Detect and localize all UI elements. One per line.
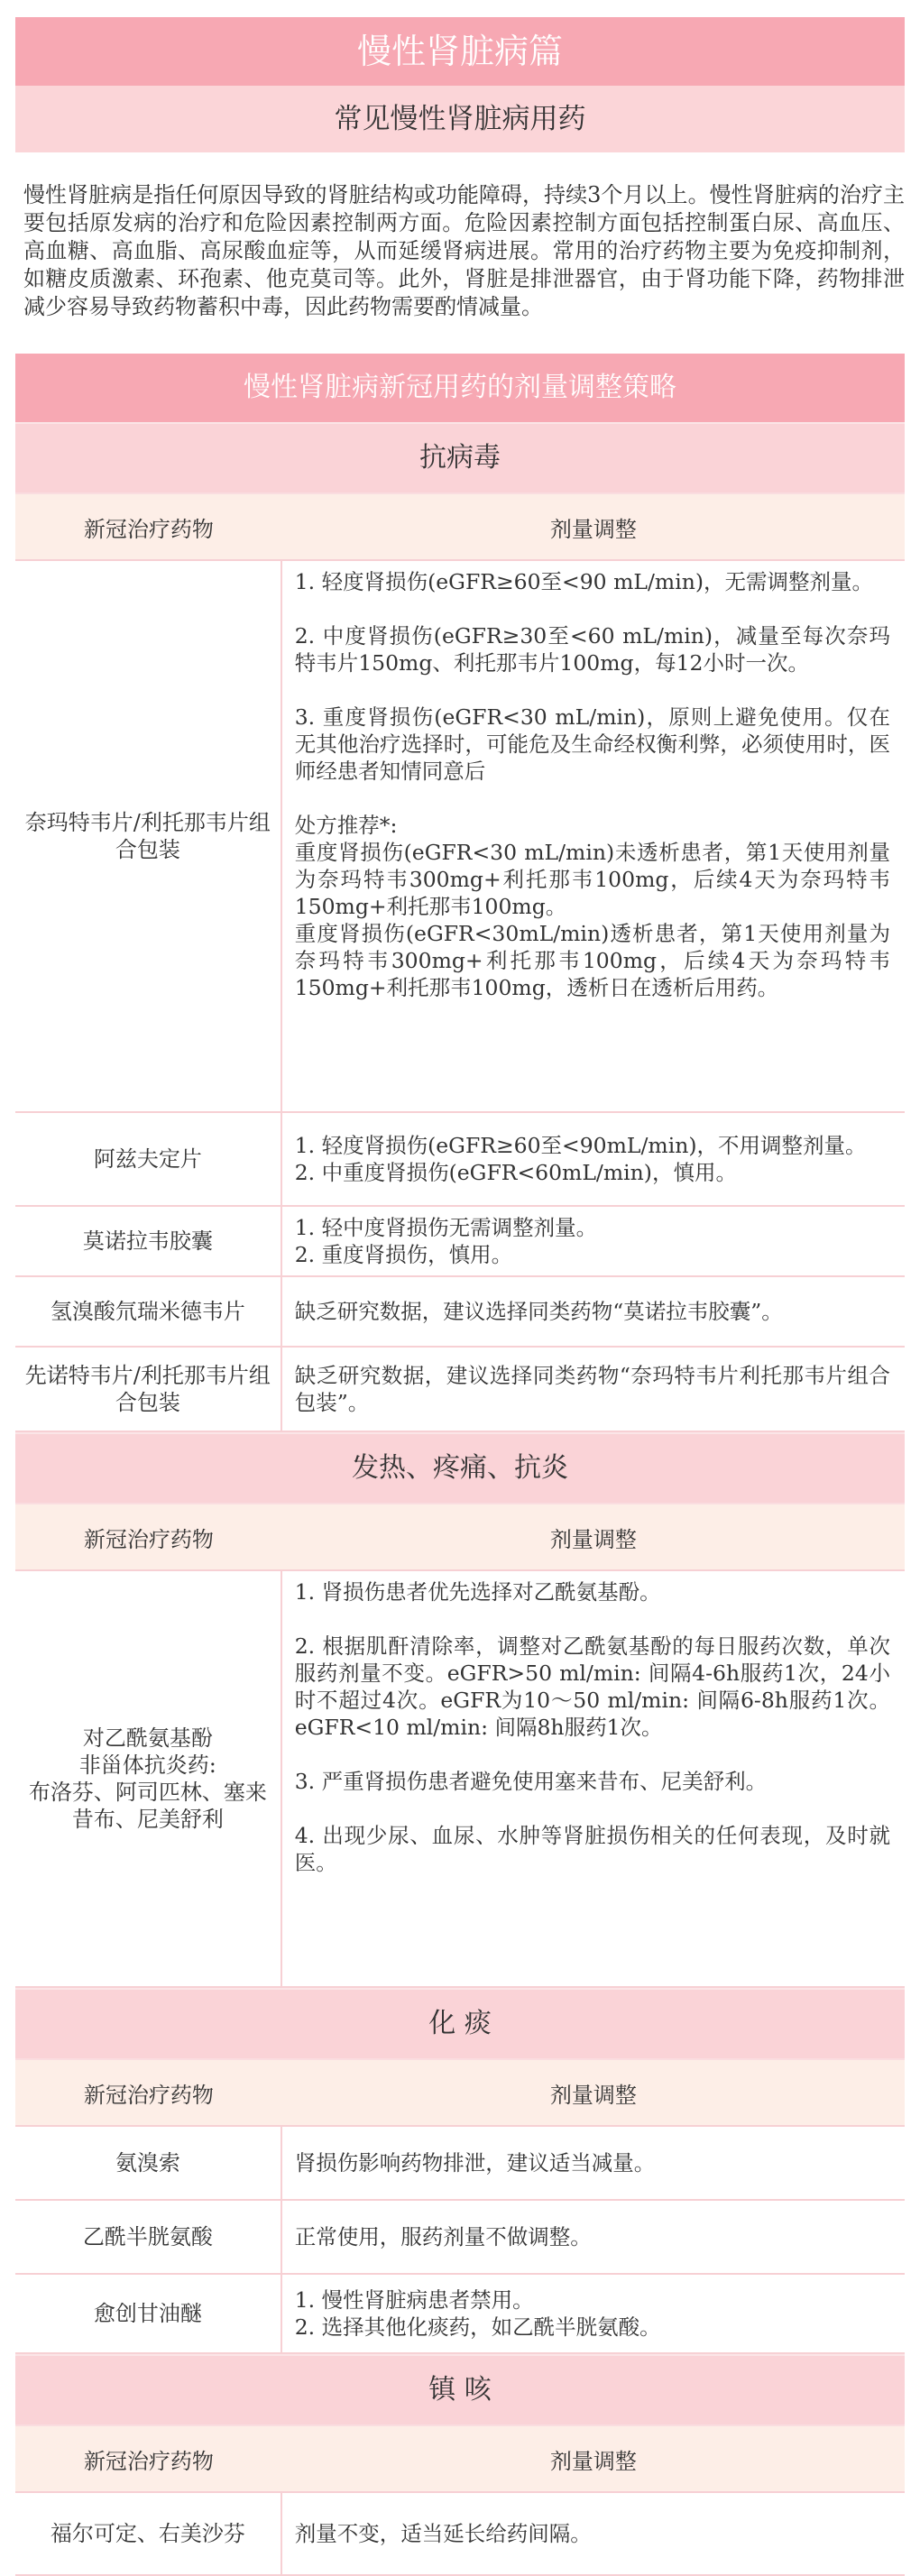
header-drug: 新冠治疗药物 [83,516,214,542]
page-title: 慢性肾脏病篇 [15,17,905,86]
dosage-text: 缺乏研究数据，建议选择同类药物“奈玛特韦片利托那韦片组合包装”。 [294,1363,890,1415]
header-drug: 新冠治疗药物 [83,1526,214,1552]
section-0 [15,422,905,1432]
section-3 [15,2354,905,2576]
header-dosage: 剂量调整 [549,516,637,542]
header-dosage: 剂量调整 [549,1526,637,1552]
section-1 [15,1432,905,1988]
drug-name: 奈玛特韦片/利托那韦片组合包装 [15,561,282,1111]
header-dosage: 剂量调整 [549,2448,637,2474]
dosage-text: 1. 轻度肾损伤(eGFR≥60至<90 mL/min)，无需调整剂量。 2. 中度肾损伤(eGFR≥30至<60 mL/min)，减量至每次奈玛特韦片150mg、利托那韦片100mg，每12小时一次。 3. 重度肾损伤(eGFR<30 mL/min)，原则上避免使用。仅在无其他治疗选择时，可能危及生命经权衡利弊，必须使用时，医师经患者知情同意后 处方推荐*: 重度肾损伤(eGFR<30 mL/min)未透析患者，第1天使用剂量为奈玛特韦300mg+利托那韦100mg，后续4天为奈玛特韦150mg+利托那韦100mg。 重度肾损伤(eGFR<30mL/min)透析患者，第1天使用剂量为奈玛特韦300mg+利托那韦100mg，后续4天为奈玛特韦150mg+利托那韦100mg，透析日在透析后用药。 [294,569,890,1000]
drug-name: 氨溴索 [15,2127,282,2199]
table-row [15,2491,905,2574]
dosage-text: 肾损伤影响药物排泄，建议适当减量。 [294,2150,656,2176]
drug-name: 莫诺拉韦胶囊 [15,1207,282,1275]
table-row [15,2125,905,2199]
dosage-table [0,422,920,2576]
table-row [15,1569,905,1986]
page-subtitle: 常见慢性肾脏病用药 [15,86,905,152]
dosage-text: 1. 轻中度肾损伤无需调整剂量。 2. 重度肾损伤，慎用。 [294,1215,598,1267]
table-header [15,2058,905,2125]
strategy-title: 慢性肾脏病新冠用药的剂量调整策略 [15,354,905,422]
dosage-text: 正常使用，服药剂量不做调整。 [294,2224,592,2249]
dosage-text: 1. 肾损伤患者优先选择对乙酰氨基酚。 2. 根据肌酐清除率，调整对乙酰氨基酚的每日服药次数，单次服药剂量不变。eGFR>50 ml/min: 间隔4-6h服药1次，24小时不超过4次。eGFR为10～50 ml/min: 间隔6-8h服药1次。eGFR<10 ml/min: 间隔8h服药1次。 3. 严重肾损伤患者避免使用塞来昔布、尼美舒利。 4. 出现少尿、血尿、水肿等肾脏损伤相关的任何表现，及时就医。 [294,1579,890,1875]
category-title: 镇 咳 [15,2354,905,2424]
dosage-text: 缺乏研究数据，建议选择同类药物“莫诺拉韦胶囊”。 [294,1299,783,1324]
drug-name: 对乙酰氨基酚 非甾体抗炎药: 布洛芬、阿司匹林、塞来昔布、尼美舒利 [15,1571,282,1986]
table-row [15,1111,905,1205]
table-header [15,492,905,559]
dosage-text: 剂量不变，适当延长给药间隔。 [294,2521,592,2546]
header-drug: 新冠治疗药物 [83,2082,214,2108]
table-row [15,559,905,1111]
drug-name: 愈创甘油醚 [15,2275,282,2352]
header-drug: 新冠治疗药物 [83,2448,214,2474]
table-header [15,1503,905,1569]
intro-paragraph: 慢性肾脏病是指任何原因导致的肾脏结构或功能障碍，持续3个月以上。慢性肾脏病的治疗主要包括原发病的治疗和危险因素控制两方面。危险因素控制方面包括控制蛋白尿、高血压、高血糖、高血脂、高尿酸血症等，从而延缓肾病进展。常用的治疗药物主要为免疫抑制剂，如糖皮质激素、环孢素、他克莫司等。此外，肾脏是排泄器官，由于肾功能下降，药物排泄减少容易导致药物蓄积中毒，因此药物需要酌情减量。 [23,182,905,319]
drug-name: 氢溴酸氘瑞米德韦片 [15,1277,282,1346]
drug-name: 福尔可定、右美沙芬 [15,2493,282,2574]
table-header [15,2424,905,2491]
category-title: 化 痰 [15,1988,905,2058]
dosage-text: 1. 慢性肾脏病患者禁用。 2. 选择其他化痰药，如乙酰半胱氨酸。 [294,2287,661,2340]
table-row [15,1205,905,1275]
table-row [15,2199,905,2273]
section-2 [15,1988,905,2354]
table-row [15,2273,905,2352]
table-row [15,1346,905,1431]
table-row [15,1275,905,1346]
category-title: 发热、疼痛、抗炎 [15,1432,905,1503]
category-title: 抗病毒 [15,422,905,492]
drug-name: 先诺特韦片/利托那韦片组合包装 [15,1348,282,1431]
header-dosage: 剂量调整 [549,2082,637,2108]
drug-name: 阿兹夫定片 [15,1113,282,1205]
drug-name: 乙酰半胱氨酸 [15,2201,282,2273]
dosage-text: 1. 轻度肾损伤(eGFR≥60至<90mL/min)，不用调整剂量。 2. 中重度肾损伤(eGFR<60mL/min)，慎用。 [294,1133,867,1185]
